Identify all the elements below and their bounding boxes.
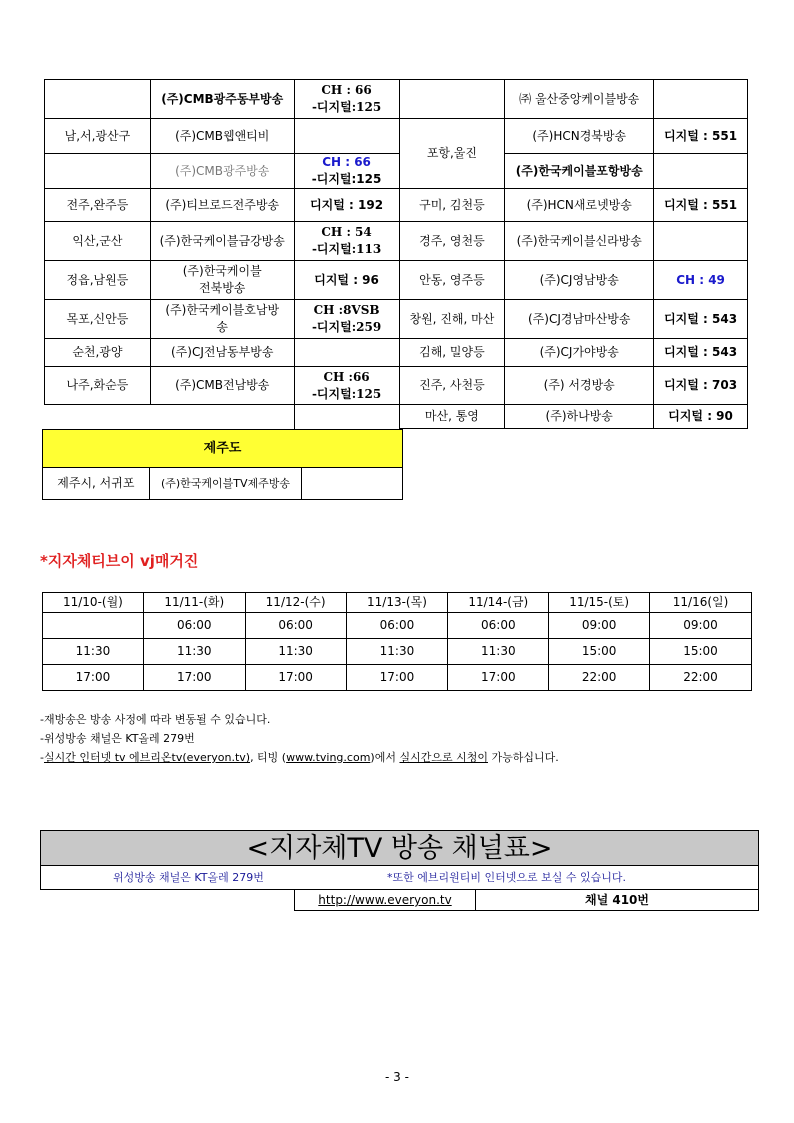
region: 제주시, 서귀포 — [43, 468, 150, 500]
broadcaster: (주)CMB광주동부방송 — [150, 80, 294, 119]
time-cell: 06:00 — [448, 613, 549, 639]
time-cell: 17:00 — [346, 665, 448, 691]
table-row — [43, 639, 752, 665]
time-cell: 11:30 — [143, 639, 245, 665]
day-header: 11/16(일) — [650, 593, 752, 613]
broadcaster: (주)티브로드전주방송 — [150, 189, 294, 222]
time-cell: 06:00 — [346, 613, 448, 639]
broadcaster: (주)한국케이블 전북방송 — [150, 261, 294, 300]
everyon-link[interactable]: 실시간 인터넷 tv 에브리온tv(everyon.tv) — [43, 751, 251, 764]
broadcaster: (주)한국케이블신라방송 — [505, 222, 654, 261]
channel-info — [654, 222, 748, 261]
region: 마산, 통영 — [399, 405, 505, 429]
broadcaster: (주)CJ영남방송 — [505, 261, 654, 300]
channel-info: 디지털 : 551 — [654, 189, 748, 222]
region: 남,서,광산구 — [45, 119, 151, 154]
day-header: 11/15-(토) — [549, 593, 650, 613]
everyon-url-link[interactable]: http://www.everyon.tv — [295, 890, 476, 910]
channel-info: 디지털 : 192 — [294, 189, 399, 222]
time-cell: 11:30 — [448, 639, 549, 665]
broadcaster: (주)CJ경남마산방송 — [505, 300, 654, 339]
broadcaster: (주)하나방송 — [505, 405, 654, 429]
note-satellite: -위성방송 채널은 KT올레 279번 — [40, 732, 195, 745]
region: 순천,광양 — [45, 339, 151, 367]
broadcaster: (주)CJ전남동부방송 — [150, 339, 294, 367]
region: 안동, 영주등 — [399, 261, 505, 300]
day-header: 11/13-(목) — [346, 593, 448, 613]
broadcaster: ㈜ 울산중앙케이블방송 — [505, 80, 654, 119]
region: 익산,군산 — [45, 222, 151, 261]
region: 경주, 영천등 — [399, 222, 505, 261]
channel-info: 디지털 : 90 — [654, 405, 748, 429]
table-row — [45, 367, 748, 405]
table-row — [45, 222, 748, 261]
time-cell: 06:00 — [245, 613, 346, 639]
day-header: 11/11-(화) — [143, 593, 245, 613]
channel-table — [44, 79, 748, 429]
region: 목포,신안등 — [45, 300, 151, 339]
broadcaster: (주)CJ가야방송 — [505, 339, 654, 367]
table-row — [45, 261, 748, 300]
channel-banner-title: <지자체TV 방송 채널표> — [40, 830, 759, 866]
jeju-table — [42, 429, 403, 500]
broadcaster: (주)HCN새로넷방송 — [505, 189, 654, 222]
note-rebroadcast: -재방송은 방송 사정에 따라 변동될 수 있습니다. — [40, 713, 271, 726]
region: 나주,화순등 — [45, 367, 151, 405]
broadcaster: (주) 서경방송 — [505, 367, 654, 405]
schedule-table — [42, 592, 752, 691]
satellite-text: 위성방송 채널은 KT올레 279번 — [113, 871, 264, 884]
channel-info: 디지털 : 543 — [654, 300, 748, 339]
table-row — [45, 80, 748, 119]
time-cell: 09:00 — [650, 613, 752, 639]
channel-info — [302, 468, 403, 500]
broadcaster: (주)한국케이블호남방 송 — [150, 300, 294, 339]
channel-info — [294, 119, 399, 154]
time-cell: 15:00 — [549, 639, 650, 665]
time-cell: 22:00 — [650, 665, 752, 691]
channel-info: CH :8VSB -디지털:259 — [294, 300, 399, 339]
time-cell: 17:00 — [448, 665, 549, 691]
table-row — [43, 665, 752, 691]
table-row — [45, 154, 748, 189]
channel-info: 디지털 : 543 — [654, 339, 748, 367]
broadcaster: (주)한국케이블TV제주방송 — [149, 468, 302, 500]
channel-info: 디지털 : 551 — [654, 119, 748, 154]
banner-subline — [40, 866, 759, 890]
time-cell: 09:00 — [549, 613, 650, 639]
time-cell: 17:00 — [245, 665, 346, 691]
time-cell: 17:00 — [143, 665, 245, 691]
table-row — [45, 300, 748, 339]
region: 전주,완주등 — [45, 189, 151, 222]
channel-info: 디지털 : 96 — [294, 261, 399, 300]
channel-info: CH : 66 -디지털:125 — [294, 80, 399, 119]
table-row — [45, 405, 748, 429]
url-row — [294, 890, 759, 911]
table-row — [43, 468, 403, 500]
page-number: - 3 - — [385, 1070, 409, 1084]
region: 포항,울진 — [399, 119, 505, 189]
broadcaster: (주)한국케이블포항방송 — [505, 154, 654, 189]
channel-info — [294, 339, 399, 367]
tving-link[interactable]: www.tving.com — [286, 751, 371, 764]
channel-info: CH : 54 -디지털:113 — [294, 222, 399, 261]
table-row — [45, 339, 748, 367]
day-header: 11/12-(수) — [245, 593, 346, 613]
table-row — [45, 189, 748, 222]
region: 창원, 진해, 마산 — [399, 300, 505, 339]
broadcaster: (주)한국케이블금강방송 — [150, 222, 294, 261]
channel-info: CH : 49 — [654, 261, 748, 300]
schedule-title: *지자체티브이 vj매거진 — [40, 552, 199, 570]
region — [399, 80, 505, 119]
broadcaster: (주)CMB전남방송 — [150, 367, 294, 405]
broadcaster: (주)CMB광주방송 — [150, 154, 294, 189]
channel-info — [654, 80, 748, 119]
jeju-header: 제주도 — [43, 430, 403, 468]
time-cell: 17:00 — [43, 665, 144, 691]
time-cell: 11:30 — [346, 639, 448, 665]
time-cell: 15:00 — [650, 639, 752, 665]
day-header: 11/10-(월) — [43, 593, 144, 613]
time-cell — [43, 613, 144, 639]
channel-info: CH :66 -디지털:125 — [294, 367, 399, 405]
region: 김해, 밀양등 — [399, 339, 505, 367]
broadcaster: (주)HCN경북방송 — [505, 119, 654, 154]
region: 진주, 사천등 — [399, 367, 505, 405]
time-cell: 11:30 — [43, 639, 144, 665]
time-cell: 06:00 — [143, 613, 245, 639]
region: 정읍,남원등 — [45, 261, 151, 300]
channel-info: 디지털 : 703 — [654, 367, 748, 405]
time-cell: 11:30 — [245, 639, 346, 665]
schedule-header-row — [43, 593, 752, 613]
broadcaster: (주)CMB웹앤티비 — [150, 119, 294, 154]
channel-info: CH : 66 -디지털:125 — [294, 154, 399, 189]
channel-number: 채널 410번 — [584, 893, 649, 907]
channel-info — [654, 154, 748, 189]
table-row — [43, 613, 752, 639]
time-cell: 22:00 — [549, 665, 650, 691]
internet-text: *또한 에브리원티비 인터넷으로 보실 수 있습니다. — [387, 871, 626, 884]
day-header: 11/14-(금) — [448, 593, 549, 613]
region: 구미, 김천등 — [399, 189, 505, 222]
note-internet: -실시간 인터넷 tv 에브리온tv(everyon.tv), 티빙 (www.tving.com)에서 실시간으로 시청이 가능하십니다. — [40, 751, 559, 764]
table-row — [45, 119, 748, 154]
